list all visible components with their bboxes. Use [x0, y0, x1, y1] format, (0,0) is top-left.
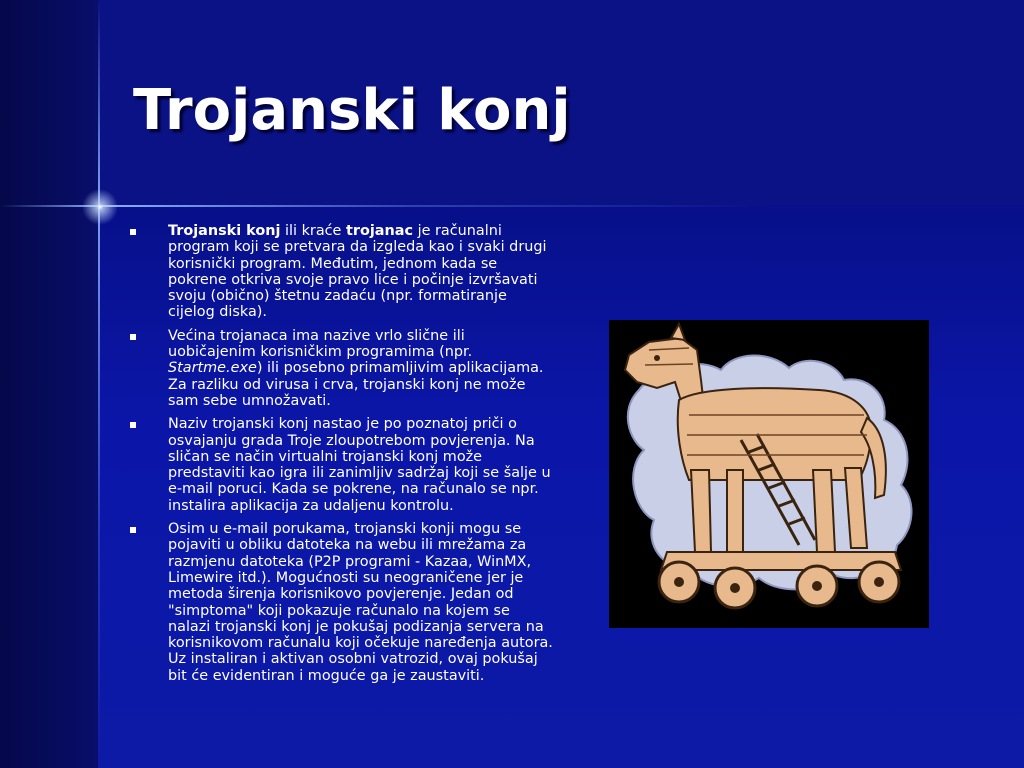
bullet-square-icon — [130, 422, 136, 428]
bullet-item — [130, 328, 555, 409]
term-bold: trojanac — [346, 223, 413, 239]
bullet-item — [130, 416, 555, 514]
horizontal-glow-line — [0, 205, 1024, 207]
bullet-text: je računalni program koji se pretvara da izgleda kao i svaki drugi korisnički program. Međutim, jednom kada se pokrene otkriva svoje pravo lice i počinje izvršavati svoju (obično) štetnu zadaću (npr. formatiranje cijelog diska). — [168, 223, 547, 321]
bullet-text: ) ili posebno primamljivim aplikacijama. Za razliku od virusa i crva, trojanski konj ne može sam sebe umnožavati. — [168, 360, 544, 409]
bullet-square-icon — [130, 334, 136, 340]
term-bold: Trojanski konj — [168, 223, 281, 239]
bullet-item — [130, 521, 555, 684]
filename-italic: Startme.exe — [168, 360, 257, 377]
trojan-horse-illustration — [609, 320, 929, 628]
slide-title: Trojanski konj — [133, 78, 571, 143]
bullet-list — [130, 223, 555, 691]
bullet-text: Naziv trojanski konj nastao je po poznatoj priči o osvajanju grada Troje zloupotrebom povjerenja. Na sličan se način virtualni trojanski konj može predstaviti kao igra ili zanimljiv sadržaj koji se šalje u e-mail poruci. Kada se pokrene, na računalo se npr. instalira aplikacija za udaljenu kontrolu. — [168, 416, 551, 514]
bullet-item — [130, 223, 555, 321]
left-decor-band — [0, 0, 98, 768]
bullet-square-icon — [130, 527, 136, 533]
vertical-glow-line — [98, 0, 100, 768]
trojan-horse-icon — [609, 320, 929, 628]
bullet-square-icon — [130, 229, 136, 235]
bullet-text: Osim u e-mail porukama, trojanski konji mogu se pojaviti u obliku datoteka na webu ili mrežama za razmjenu datoteka (P2P programi - Kazaa, WinMX, Limewire itd.). Mogućnosti su neograničene jer je metoda širenja korisnikovo povjerenje. Jedan od "simptoma" koji pokazuje računalo na kojem se nalazi trojanski konj je pokušaj podizanja servera na korisnikovom računalu koji očekuje naređenja autora. Uz instaliran i aktivan osobni vatrozid, ovaj pokušaj bit će evidentiran i moguće ga je zaustaviti. — [168, 521, 553, 684]
bullet-text: Većina trojanaca ima nazive vrlo slične ili uobičajenim korisničkim programima (npr. — [168, 327, 473, 361]
spark-icon — [80, 187, 120, 227]
bullet-text: ili kraće — [280, 223, 346, 239]
